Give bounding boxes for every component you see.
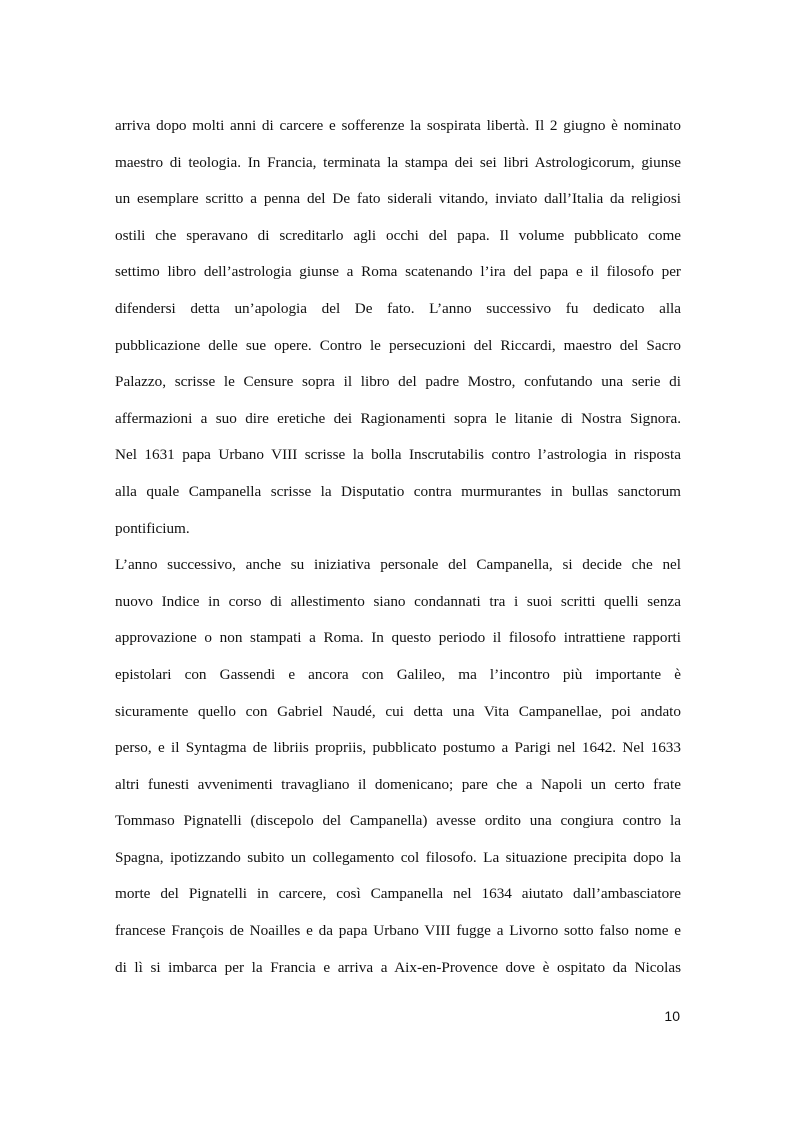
text-line: maestro di teologia. In Francia, terminata la stampa dei sei libri Astrologicorum, giunse — [115, 153, 681, 171]
text-line: di lì si imbarca per la Francia e arriva a Aix-en-Provence dove è ospitato da Nicolas — [115, 958, 681, 976]
text-line: Spagna, ipotizzando subito un collegamento col filosofo. La situazione precipita dopo la — [115, 848, 681, 866]
text-line: Tommaso Pignatelli (discepolo del Campanella) avesse ordito una congiura contro la — [115, 812, 681, 830]
text-line: Palazzo, scrisse le Censure sopra il libro del padre Mostro, confutando una serie di — [115, 373, 681, 391]
text-line: epistolari con Gassendi e ancora con Galileo, ma l’incontro più importante è — [115, 665, 681, 683]
text-line: affermazioni a suo dire eretiche dei Ragionamenti sopra le litanie di Nostra Signora. — [115, 409, 681, 427]
text-line: arriva dopo molti anni di carcere e sofferenze la sospirata libertà. Il 2 giugno è nominato — [115, 117, 681, 134]
text-line: un esemplare scritto a penna del De fato siderali vitando, inviato dall’Italia da religiosi — [115, 190, 681, 208]
text-line: ostili che speravano di screditarlo agli occhi del papa. Il volume pubblicato come — [115, 226, 681, 244]
text-line: settimo libro dell’astrologia giunse a Roma scatenando l’ira del papa e il filosofo per — [115, 263, 681, 281]
text-line: francese François de Noailles e da papa Urbano VIII fugge a Livorno sotto falso nome e — [115, 922, 681, 940]
text-line: L’anno successivo, anche su iniziativa personale del Campanella, si decide che nel — [115, 556, 681, 574]
page-number: 10 — [664, 1008, 680, 1024]
text-line: perso, e il Syntagma de libriis propriis, pubblicato postumo a Parigi nel 1642. Nel 1633 — [115, 739, 681, 757]
text-line: pubblicazione delle sue opere. Contro le persecuzioni del Riccardi, maestro del Sacro — [115, 336, 681, 354]
text-line-paragraph-end: pontificium. — [115, 519, 190, 537]
text-line: alla quale Campanella scrisse la Disputatio contra murmurantes in bullas sanctorum — [115, 482, 681, 500]
text-line: morte del Pignatelli in carcere, così Campanella nel 1634 aiutato dall’ambasciatore — [115, 885, 681, 903]
text-line: approvazione o non stampati a Roma. In questo periodo il filosofo intrattiene rapporti — [115, 629, 681, 647]
text-line: Nel 1631 papa Urbano VIII scrisse la bolla Inscrutabilis contro l’astrologia in risposta — [115, 446, 681, 464]
text-line: sicuramente quello con Gabriel Naudé, cui detta una Vita Campanellae, poi andato — [115, 702, 681, 720]
body-text — [115, 108, 681, 986]
text-line: difendersi detta un’apologia del De fato. L’anno successivo fu dedicato alla — [115, 299, 681, 317]
text-line: nuovo Indice in corso di allestimento siano condannati tra i suoi scritti quelli senza — [115, 592, 681, 610]
text-line: altri funesti avvenimenti travagliano il domenicano; pare che a Napoli un certo frate — [115, 775, 681, 793]
